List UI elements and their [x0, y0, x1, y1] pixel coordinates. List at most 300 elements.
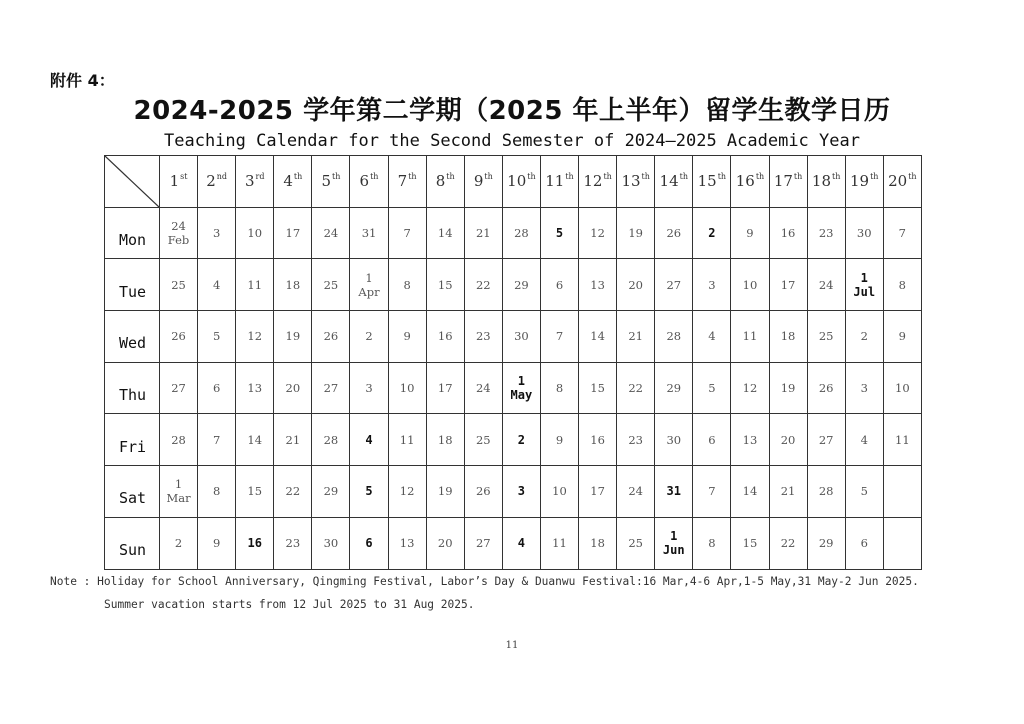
week-header-row [105, 156, 922, 208]
date-day: 5 [212, 329, 221, 344]
date-cell [274, 362, 312, 414]
week-ordinal-suffix: th [446, 172, 455, 182]
date-day: 24 [323, 226, 339, 241]
date-cell [769, 311, 807, 363]
date-day: 24 [475, 381, 491, 396]
date-cell [426, 362, 464, 414]
day-row-sun [105, 517, 922, 569]
week-number: 6 [359, 172, 370, 191]
date-cell [350, 466, 388, 518]
week-ordinal-suffix: th [679, 172, 688, 182]
date-cell [731, 517, 769, 569]
weekday-label: Sat [105, 466, 160, 518]
date-day: 29 [514, 277, 529, 292]
date-day: 3 [708, 277, 716, 292]
week-ordinal-suffix: th [793, 172, 803, 182]
date-cell [845, 207, 883, 259]
date-day: 25 [171, 277, 186, 292]
date-cell [655, 259, 693, 311]
week-number: 1 [169, 172, 180, 191]
date-day: 10 [742, 277, 758, 292]
date-day: 12 [742, 381, 758, 396]
week-header-12 [579, 156, 617, 208]
date-cell [464, 259, 502, 311]
week-number: 3 [244, 172, 255, 191]
date-cell [502, 311, 540, 363]
date-day: 28 [818, 484, 834, 499]
date-cell [845, 311, 883, 363]
date-cell [807, 362, 845, 414]
date-cell [883, 311, 921, 363]
date-cell [312, 517, 350, 569]
date-day: 8 [898, 277, 906, 292]
date-day: 2 [365, 329, 373, 344]
date-cell [198, 414, 236, 466]
week-number: 14 [659, 172, 679, 191]
date-day: 3 [860, 381, 868, 396]
date-cell [350, 311, 388, 363]
date-day: 28 [666, 329, 682, 344]
date-cell [160, 414, 198, 466]
date-day: 31 [361, 226, 377, 241]
week-header-2 [198, 156, 236, 208]
date-cell [617, 207, 655, 259]
date-cell [160, 362, 198, 414]
date-cell [464, 466, 502, 518]
date-cell [693, 466, 731, 518]
date-cell [388, 311, 426, 363]
date-day: 27 [171, 381, 186, 396]
date-day: 10 [552, 484, 567, 499]
date-day: 10 [247, 226, 263, 241]
date-day: 15 [437, 277, 453, 292]
date-day: 30 [666, 432, 682, 447]
date-day: 8 [708, 536, 716, 551]
date-day: 29 [666, 381, 682, 396]
date-cell [540, 207, 578, 259]
date-day: 1 [517, 374, 525, 389]
date-cell [883, 207, 921, 259]
date-cell [464, 311, 502, 363]
date-cell [236, 517, 274, 569]
date-cell [769, 259, 807, 311]
date-cell [426, 414, 464, 466]
date-day: 20 [285, 381, 301, 396]
date-day: 9 [898, 329, 906, 344]
date-day: 2 [860, 329, 868, 344]
date-cell [883, 362, 921, 414]
date-day: 13 [742, 432, 758, 447]
date-cell [388, 207, 426, 259]
week-ordinal-suffix: th [908, 172, 917, 182]
date-day: 16 [590, 432, 605, 447]
date-cell [388, 517, 426, 569]
day-row-sat [105, 466, 922, 518]
date-day: 18 [590, 536, 605, 551]
week-number: 8 [435, 172, 446, 191]
date-cell [540, 362, 578, 414]
date-cell [198, 517, 236, 569]
week-number: 20 [888, 172, 908, 191]
date-cell [731, 207, 769, 259]
date-cell [160, 207, 198, 259]
date-cell [579, 414, 617, 466]
week-number: 18 [811, 172, 831, 191]
date-cell [312, 259, 350, 311]
date-day: 30 [323, 536, 339, 551]
week-number: 5 [321, 172, 331, 191]
date-cell [807, 466, 845, 518]
week-ordinal-suffix: th [832, 172, 841, 182]
date-cell [807, 517, 845, 569]
date-cell [845, 362, 883, 414]
date-cell [579, 362, 617, 414]
date-cell [883, 259, 921, 311]
date-cell [388, 466, 426, 518]
date-month: May [510, 388, 533, 403]
date-day: 25 [475, 432, 491, 447]
date-cell [236, 259, 274, 311]
date-cell [617, 311, 655, 363]
week-ordinal-suffix: th [293, 172, 303, 182]
date-cell [617, 517, 655, 569]
date-cell [426, 517, 464, 569]
date-cell [693, 259, 731, 311]
date-day: 2 [174, 536, 183, 551]
week-header-11 [540, 156, 578, 208]
date-day: 10 [399, 381, 415, 396]
title-chinese: 2024-2025 学年第二学期（2025 年上半年）留学生教学日历 [133, 96, 891, 126]
day-row-mon [105, 207, 922, 259]
page-number: 11 [505, 640, 519, 651]
date-cell [617, 259, 655, 311]
date-cell [655, 466, 693, 518]
date-day: 12 [399, 484, 415, 499]
week-header-6 [350, 156, 388, 208]
date-cell [160, 311, 198, 363]
week-ordinal-suffix: th [408, 172, 417, 182]
date-cell [426, 259, 464, 311]
corner-diagonal-cell [105, 156, 160, 208]
date-cell [426, 207, 464, 259]
week-number: 15 [697, 172, 717, 191]
week-number: 9 [473, 172, 484, 191]
weekday-label: Thu [105, 362, 160, 414]
date-cell [845, 517, 883, 569]
date-cell [693, 207, 731, 259]
date-day: 9 [555, 432, 564, 447]
date-day: 16 [780, 226, 796, 241]
date-cell [388, 414, 426, 466]
week-header-16 [731, 156, 769, 208]
date-day: 18 [780, 329, 796, 344]
week-ordinal-suffix: th [332, 172, 341, 182]
date-cell [579, 259, 617, 311]
week-number: 12 [583, 172, 603, 191]
date-day: 18 [285, 277, 301, 292]
week-header-10 [502, 156, 540, 208]
date-day: 4 [517, 536, 525, 551]
date-day: 19 [628, 226, 643, 241]
date-day: 3 [365, 381, 373, 396]
date-cell [312, 207, 350, 259]
date-day: 6 [860, 536, 868, 551]
date-day: 26 [666, 226, 682, 241]
week-ordinal-suffix: th [484, 172, 493, 182]
date-cell [579, 207, 617, 259]
date-cell [579, 311, 617, 363]
date-cell [236, 207, 274, 259]
date-cell [540, 311, 578, 363]
date-cell [350, 517, 388, 569]
note-holidays: Note : Holiday for School Anniversary, Qingming Festival, Labor’s Day & Duanwu Festival:16 Mar,4-6 Apr,1-5 May,31 May-2 Jun 2025. [50, 575, 919, 588]
date-day: 21 [475, 226, 491, 241]
date-cell [883, 517, 921, 569]
date-cell [579, 466, 617, 518]
date-cell [769, 362, 807, 414]
week-header-1 [160, 156, 198, 208]
date-cell [655, 517, 693, 569]
date-day: 7 [403, 226, 411, 241]
date-cell [731, 466, 769, 518]
date-month: Feb [167, 233, 190, 248]
date-day: 15 [247, 484, 263, 499]
date-cell [502, 259, 540, 311]
date-day: 23 [628, 432, 643, 447]
week-ordinal-suffix: st [180, 172, 188, 182]
date-cell [464, 362, 502, 414]
week-header-7 [388, 156, 426, 208]
date-cell [388, 259, 426, 311]
date-cell [274, 259, 312, 311]
date-day: 17 [590, 484, 605, 499]
date-day: 18 [437, 432, 453, 447]
date-cell [160, 517, 198, 569]
date-day: 11 [895, 432, 910, 447]
date-day: 23 [475, 329, 491, 344]
diagonal-line [105, 156, 160, 208]
date-day: 21 [780, 484, 796, 499]
teaching-calendar-table [104, 155, 922, 570]
date-day: 25 [323, 277, 339, 292]
date-day: 21 [628, 329, 643, 344]
date-day: 22 [475, 277, 491, 292]
date-cell [655, 362, 693, 414]
date-cell [540, 259, 578, 311]
date-cell [274, 517, 312, 569]
date-day: 5 [555, 226, 564, 241]
date-cell [312, 311, 350, 363]
date-cell [579, 517, 617, 569]
date-cell [807, 311, 845, 363]
date-cell [540, 414, 578, 466]
date-cell [160, 466, 198, 518]
date-day: 26 [171, 329, 186, 344]
week-header-18 [807, 156, 845, 208]
date-cell [693, 517, 731, 569]
date-cell [883, 466, 921, 518]
date-day: 1 [670, 529, 678, 544]
date-day: 9 [746, 226, 754, 241]
date-cell [502, 517, 540, 569]
date-day: 4 [212, 277, 221, 292]
date-day: 27 [323, 381, 339, 396]
title-english: Teaching Calendar for the Second Semester of 2024—2025 Academic Year [164, 131, 860, 151]
date-day: 11 [399, 432, 415, 447]
date-cell [617, 414, 655, 466]
date-cell [464, 414, 502, 466]
date-day: 4 [708, 329, 716, 344]
date-day: 13 [247, 381, 263, 396]
date-cell [236, 362, 274, 414]
date-cell [807, 259, 845, 311]
date-cell [426, 466, 464, 518]
date-day: 15 [742, 536, 758, 551]
date-day: 29 [323, 484, 339, 499]
date-month: Apr [358, 284, 380, 299]
date-cell [274, 414, 312, 466]
date-cell [426, 311, 464, 363]
day-row-tue [105, 259, 922, 311]
date-cell [350, 207, 388, 259]
date-cell [198, 207, 236, 259]
date-cell [198, 311, 236, 363]
date-day: 13 [399, 536, 415, 551]
date-day: 14 [590, 329, 605, 344]
date-cell [502, 362, 540, 414]
date-day: 4 [365, 432, 373, 447]
date-day: 7 [898, 226, 906, 241]
date-cell [655, 414, 693, 466]
date-day: 7 [212, 432, 221, 447]
date-day: 8 [403, 277, 411, 292]
date-day: 29 [818, 536, 834, 551]
week-number: 2 [206, 172, 216, 191]
date-cell [769, 517, 807, 569]
date-day: 8 [555, 381, 564, 396]
date-cell [617, 466, 655, 518]
date-cell [807, 414, 845, 466]
date-day: 30 [856, 226, 872, 241]
date-day: 21 [285, 432, 301, 447]
weekday-label: Mon [105, 207, 160, 259]
day-row-fri [105, 414, 922, 466]
week-header-15 [693, 156, 731, 208]
date-cell [502, 414, 540, 466]
date-cell [198, 466, 236, 518]
date-day: 10 [895, 381, 910, 396]
week-header-19 [845, 156, 883, 208]
date-day: 23 [818, 226, 834, 241]
date-day: 7 [708, 484, 716, 499]
week-number: 13 [621, 172, 641, 191]
date-day: 27 [475, 536, 491, 551]
week-header-3 [236, 156, 274, 208]
date-day: 2 [708, 226, 716, 241]
date-day: 22 [628, 381, 643, 396]
week-number: 17 [773, 172, 793, 191]
date-cell [655, 311, 693, 363]
date-day: 17 [780, 277, 796, 292]
date-cell [236, 414, 274, 466]
weekday-label: Tue [105, 259, 160, 311]
week-ordinal-suffix: nd [216, 172, 228, 182]
date-day: 22 [780, 536, 796, 551]
date-cell [274, 466, 312, 518]
date-cell [274, 311, 312, 363]
week-ordinal-suffix: th [527, 172, 536, 182]
date-cell [160, 259, 198, 311]
date-cell [540, 517, 578, 569]
week-ordinal-suffix: th [565, 172, 574, 182]
date-day: 20 [628, 277, 643, 292]
date-cell [312, 414, 350, 466]
date-day: 1 [365, 270, 373, 285]
date-cell [693, 362, 731, 414]
date-day: 6 [708, 432, 716, 447]
week-header-5 [312, 156, 350, 208]
date-day: 28 [323, 432, 339, 447]
date-day: 9 [403, 329, 411, 344]
date-day: 14 [247, 432, 263, 447]
date-month: Mar [166, 491, 191, 506]
week-header-8 [426, 156, 464, 208]
date-day: 23 [285, 536, 301, 551]
date-day: 25 [628, 536, 643, 551]
date-day: 4 [860, 432, 868, 447]
date-day: 19 [780, 381, 796, 396]
date-cell [617, 362, 655, 414]
week-header-17 [769, 156, 807, 208]
date-day: 11 [742, 329, 758, 344]
date-day: 30 [514, 329, 529, 344]
date-cell [769, 414, 807, 466]
date-day: 7 [555, 329, 564, 344]
date-day: 15 [590, 381, 605, 396]
date-day: 26 [818, 381, 834, 396]
week-ordinal-suffix: th [717, 172, 727, 182]
date-day: 12 [247, 329, 263, 344]
week-ordinal-suffix: th [603, 172, 612, 182]
week-header-20 [883, 156, 921, 208]
weekday-label: Fri [105, 414, 160, 466]
date-day: 8 [212, 484, 221, 499]
date-day: 5 [365, 484, 373, 499]
date-day: 28 [171, 432, 186, 447]
week-number: 7 [397, 172, 408, 191]
date-month: Jul [853, 284, 876, 299]
date-cell [540, 466, 578, 518]
date-day: 3 [212, 226, 221, 241]
week-number: 19 [850, 172, 870, 191]
date-cell [807, 207, 845, 259]
date-day: 31 [666, 484, 681, 499]
week-ordinal-suffix: rd [255, 172, 265, 182]
date-cell [274, 207, 312, 259]
week-number: 10 [507, 172, 527, 191]
date-cell [693, 311, 731, 363]
week-ordinal-suffix: th [870, 172, 879, 182]
date-day: 24 [171, 219, 186, 234]
date-cell [198, 362, 236, 414]
weekday-label: Wed [105, 311, 160, 363]
date-day: 24 [628, 484, 643, 499]
date-day: 6 [212, 381, 221, 396]
date-day: 17 [437, 381, 453, 396]
date-day: 1 [860, 270, 868, 285]
date-day: 3 [517, 484, 525, 499]
date-cell [731, 311, 769, 363]
